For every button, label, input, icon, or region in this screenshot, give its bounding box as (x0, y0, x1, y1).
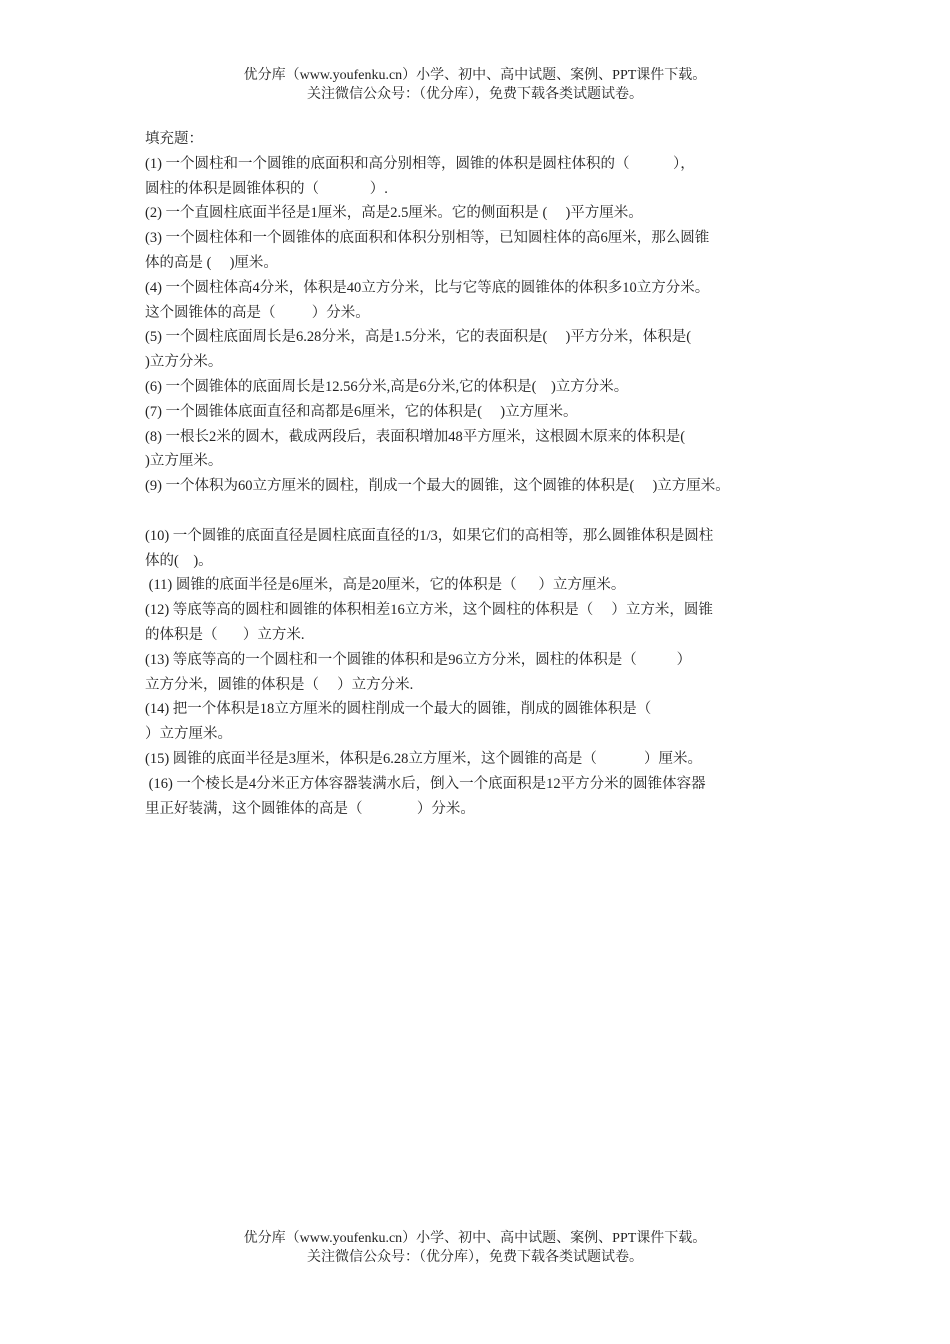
question-line: (4) 一个圆柱体高4分米，体积是40立方分米，比与它等底的圆锥体的体积多10立方分米。 (145, 279, 710, 296)
question-line: 的体积是（ ）立方米. (145, 626, 305, 643)
question-line: 这个圆锥体的高是（ ）分米。 (145, 304, 370, 321)
question-line: (15) 圆锥的底面半径是3厘米，体积是6.28立方厘米，这个圆锥的高是（ ）厘米。 (145, 750, 703, 767)
question-line: 体的高是 ( )厘米。 (145, 254, 278, 271)
footer-line-1: 优分库（www.youfenku.cn）小学、初中、高中试题、案例、PPT课件下载。 (243, 1231, 707, 1246)
question-line: (12) 等底等高的圆柱和圆锥的体积相差16立方米，这个圆柱的体积是（ ）立方米，圆锥 (145, 602, 713, 619)
question-line: (9) 一个体积为60立方厘米的圆柱，削成一个最大的圆锥，这个圆锥的体积是( )立方厘米。 (145, 478, 730, 495)
question-line: (14) 把一个体积是18立方厘米的圆柱削成一个最大的圆锥，削成的圆锥体积是（ (145, 701, 652, 718)
page-header (0, 66, 950, 104)
question-line: (2) 一个直圆柱底面半径是1厘米，高是2.5厘米。它的侧面积是 ( )平方厘米。 (145, 205, 643, 222)
question-line: (11) 圆锥的底面半径是6厘米，高是20厘米，它的体积是（ ）立方厘米。 (145, 577, 626, 594)
question-line: (3) 一个圆柱体和一个圆锥体的底面积和体积分别相等，已知圆柱体的高6厘米，那么圆锥 (145, 230, 710, 247)
question-line: (13) 等底等高的一个圆柱和一个圆锥的体积和是96立方分米，圆柱的体积是（ ） (145, 651, 692, 668)
header-line-2: 关注微信公众号：（优分库），免费下载各类试题试卷。 (307, 87, 643, 102)
question-line: (16) 一个棱长是4分米正方体容器装满水后，倒入一个底面积是12平方分米的圆锥体容器 (145, 775, 706, 792)
question-line: (8) 一根长2米的圆木，截成两段后，表面积增加48平方厘米，这根圆木原来的体积是( (145, 428, 686, 445)
question-line: (1) 一个圆柱和一个圆锥的底面积和高分别相等，圆锥的体积是圆柱体积的（ ）， (145, 155, 695, 172)
footer-line-2: 关注微信公众号：（优分库），免费下载各类试题试卷。 (307, 1250, 643, 1265)
question-line: 体的( )。 (145, 552, 213, 569)
section-title: 填充题： (145, 131, 203, 147)
question-line: (6) 一个圆锥体的底面周长是12.56分米,高是6分米,它的体积是( )立方分米。 (145, 378, 629, 395)
question-line: )立方厘米。 (145, 453, 223, 470)
question-line: )立方分米。 (145, 354, 223, 371)
question-line: (5) 一个圆柱底面周长是6.28分米，高是1.5分米，它的表面积是( )平方分米，体积是( (145, 329, 692, 346)
question-line: ）立方厘米。 (145, 726, 232, 743)
question-line: (10) 一个圆锥的底面直径是圆柱底面直径的1/3，如果它们的高相等，那么圆锥体积是圆柱 (145, 527, 714, 544)
question-line: (7) 一个圆锥体底面直径和高都是6厘米，它的体积是( )立方厘米。 (145, 403, 578, 420)
question-line: 里正好装满，这个圆锥体的高是（ ）分米。 (145, 800, 475, 817)
question-line: 立方分米，圆锥的体积是（ ）立方分米. (145, 676, 414, 693)
worksheet-body (145, 127, 825, 821)
question-line: 圆柱的体积是圆锥体积的（ ）. (145, 180, 388, 197)
page-footer (0, 1229, 950, 1267)
blank-line (145, 499, 825, 524)
header-line-1: 优分库（www.youfenku.cn）小学、初中、高中试题、案例、PPT课件下载。 (243, 68, 707, 83)
